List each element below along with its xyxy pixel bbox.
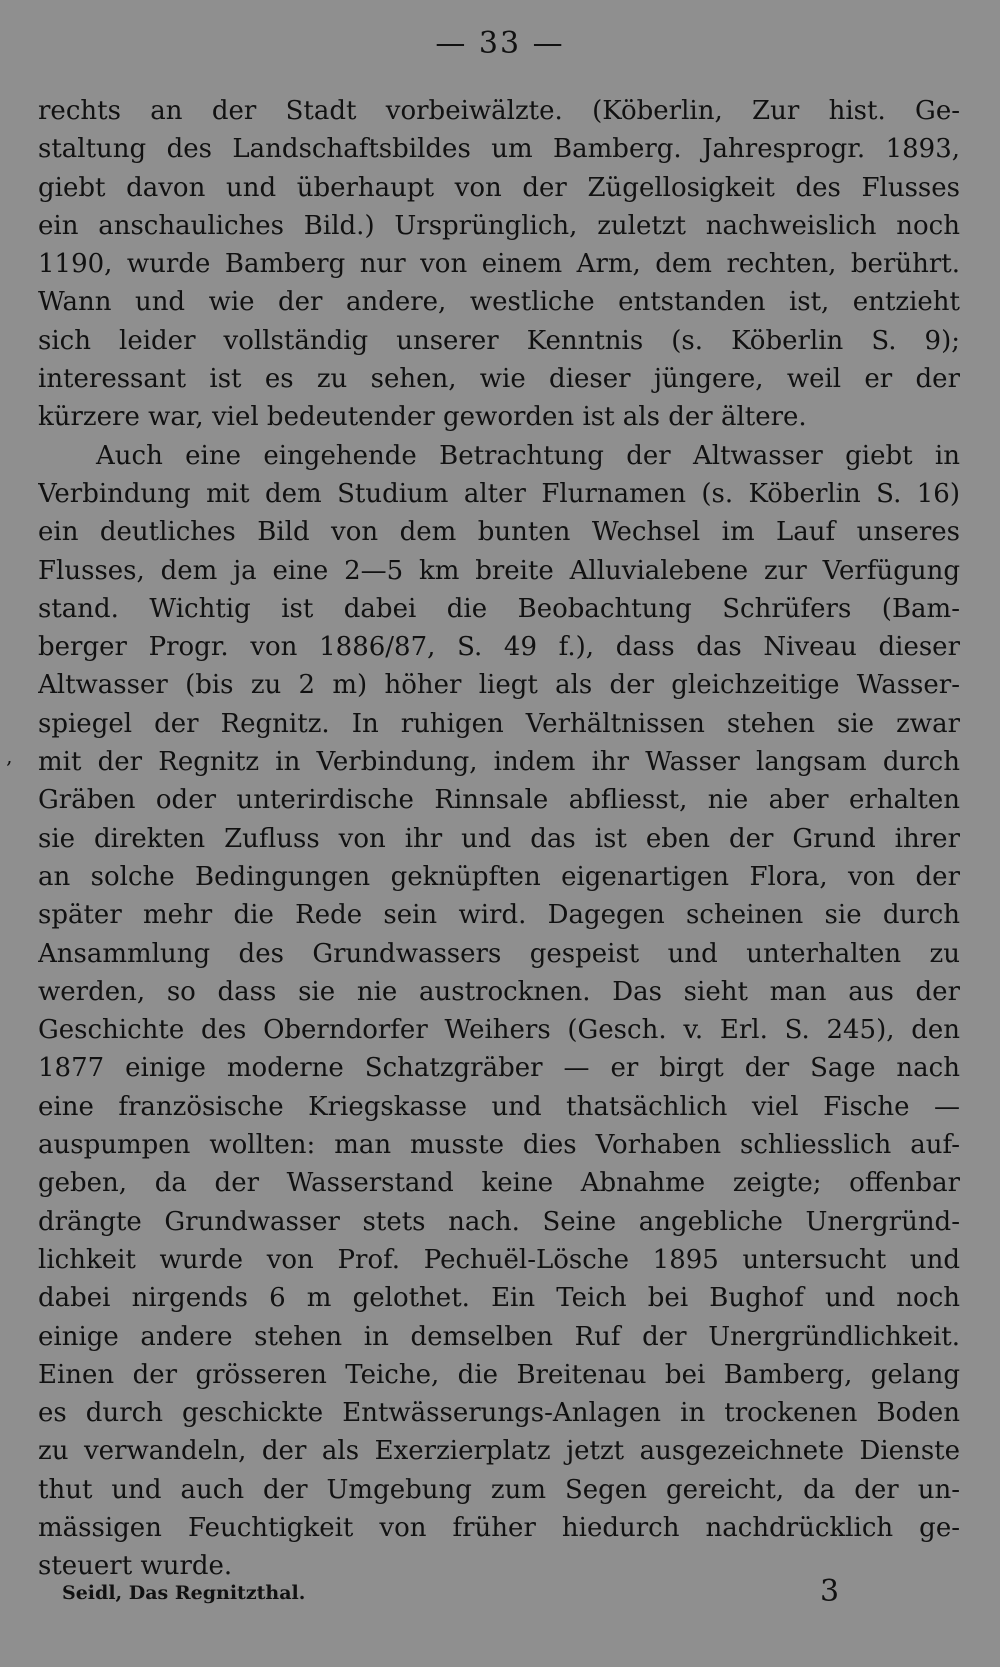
signature-number: 3: [820, 1574, 840, 1609]
text-line: eine französische Kriegskasse und thatsächlich viel Fische —: [38, 1091, 960, 1122]
text-line: giebt davon und überhaupt von der Zügellosigkeit des Flusses: [38, 172, 960, 203]
text-line: staltung des Landschaftsbildes um Bamberg. Jahresprogr. 1893,: [38, 134, 960, 165]
footer-author-title: Seidl, Das Regnitzthal.: [62, 1582, 306, 1604]
margin-mark: ‚: [6, 744, 13, 768]
text-line: Wann und wie der andere, westliche entstanden ist, entzieht: [38, 287, 960, 318]
text-line: Verbindung mit dem Studium alter Flurnamen (s. Köberlin S. 16): [38, 478, 960, 509]
text-line: rechts an der Stadt vorbeiwälzte. (Köberlin, Zur hist. Ge-: [38, 96, 960, 126]
text-line: 1190, wurde Bamberg nur von einem Arm, dem rechten, berührt.: [38, 249, 960, 280]
text-line: interessant ist es zu sehen, wie dieser jüngere, weil er der: [38, 364, 960, 395]
text-line: Gräben oder unterirdische Rinnsale abfliesst, nie aber erhalten: [38, 785, 960, 816]
text-line: es durch geschickte Entwässerungs-Anlagen in trockenen Boden: [38, 1398, 960, 1429]
text-line: Altwasser (bis zu 2 m) höher liegt als der gleichzeitige Wasser-: [38, 670, 960, 701]
text-line: ein deutliches Bild von dem bunten Wechsel im Lauf unseres: [38, 517, 960, 548]
text-line: Ansammlung des Grundwassers gespeist und unterhalten zu: [38, 938, 960, 969]
text-line: sich leider vollständig unserer Kenntnis (s. Köberlin S. 9);: [38, 325, 960, 356]
text-line: spiegel der Regnitz. In ruhigen Verhältnissen stehen sie zwar: [38, 708, 960, 739]
text-line: berger Progr. von 1886/87, S. 49 f.), dass das Niveau dieser: [38, 632, 960, 663]
text-line: später mehr die Rede sein wird. Dagegen scheinen sie durch: [38, 900, 960, 931]
text-line: stand. Wichtig ist dabei die Beobachtung Schrüfers (Bam-: [38, 593, 960, 624]
text-line: Einen der grösseren Teiche, die Breitenau bei Bamberg, gelang: [38, 1359, 960, 1390]
text-line: kürzere war, viel bedeutender geworden ist als der ältere.: [38, 402, 807, 433]
text-line: lichkeit wurde von Prof. Pechuël-Lösche 1895 untersucht und: [38, 1244, 960, 1275]
text-line: mässigen Feuchtigkeit von früher hiedurch nachdrücklich ge-: [38, 1512, 960, 1543]
text-line: steuert wurde.: [38, 1551, 233, 1582]
text-line: dabei nirgends 6 m gelothet. Ein Teich bei Bughof und noch: [38, 1283, 960, 1314]
text-line: zu verwandeln, der als Exerzierplatz jetzt ausgezeichnete Dienste: [38, 1436, 960, 1467]
text-line: an solche Bedingungen geknüpften eigenartigen Flora, von der: [38, 861, 960, 892]
text-line: werden, so dass sie nie austrocknen. Das sieht man aus der: [38, 976, 960, 1007]
text-line: geben, da der Wasserstand keine Abnahme zeigte; offenbar: [38, 1168, 960, 1199]
text-line: 1877 einige moderne Schatzgräber — er birgt der Sage nach: [38, 1053, 960, 1084]
page-number: — 33 —: [435, 26, 565, 61]
text-line: mit der Regnitz in Verbindung, indem ihr Wasser langsam durch: [38, 747, 960, 778]
text-line: auspumpen wollten: man musste dies Vorhaben schliesslich auf-: [38, 1130, 960, 1161]
text-line: drängte Grundwasser stets nach. Seine angebliche Unergründ-: [38, 1206, 960, 1237]
text-line: sie direkten Zufluss von ihr und das ist eben der Grund ihrer: [38, 823, 960, 854]
text-line: ein anschauliches Bild.) Ursprünglich, zuletzt nachweislich noch: [38, 210, 960, 241]
text-line: thut und auch der Umgebung zum Segen gereicht, da der un-: [38, 1474, 960, 1505]
text-line: Geschichte des Oberndorfer Weihers (Gesch. v. Erl. S. 245), den: [38, 1015, 960, 1046]
body-text: [38, 92, 960, 1586]
text-line: Auch eine eingehende Betrachtung der Altwasser giebt in: [96, 440, 960, 471]
text-line: einige andere stehen in demselben Ruf der Unergründlichkeit.: [38, 1321, 960, 1352]
text-line: Flusses, dem ja eine 2—5 km breite Alluvialebene zur Verfügung: [38, 555, 960, 586]
